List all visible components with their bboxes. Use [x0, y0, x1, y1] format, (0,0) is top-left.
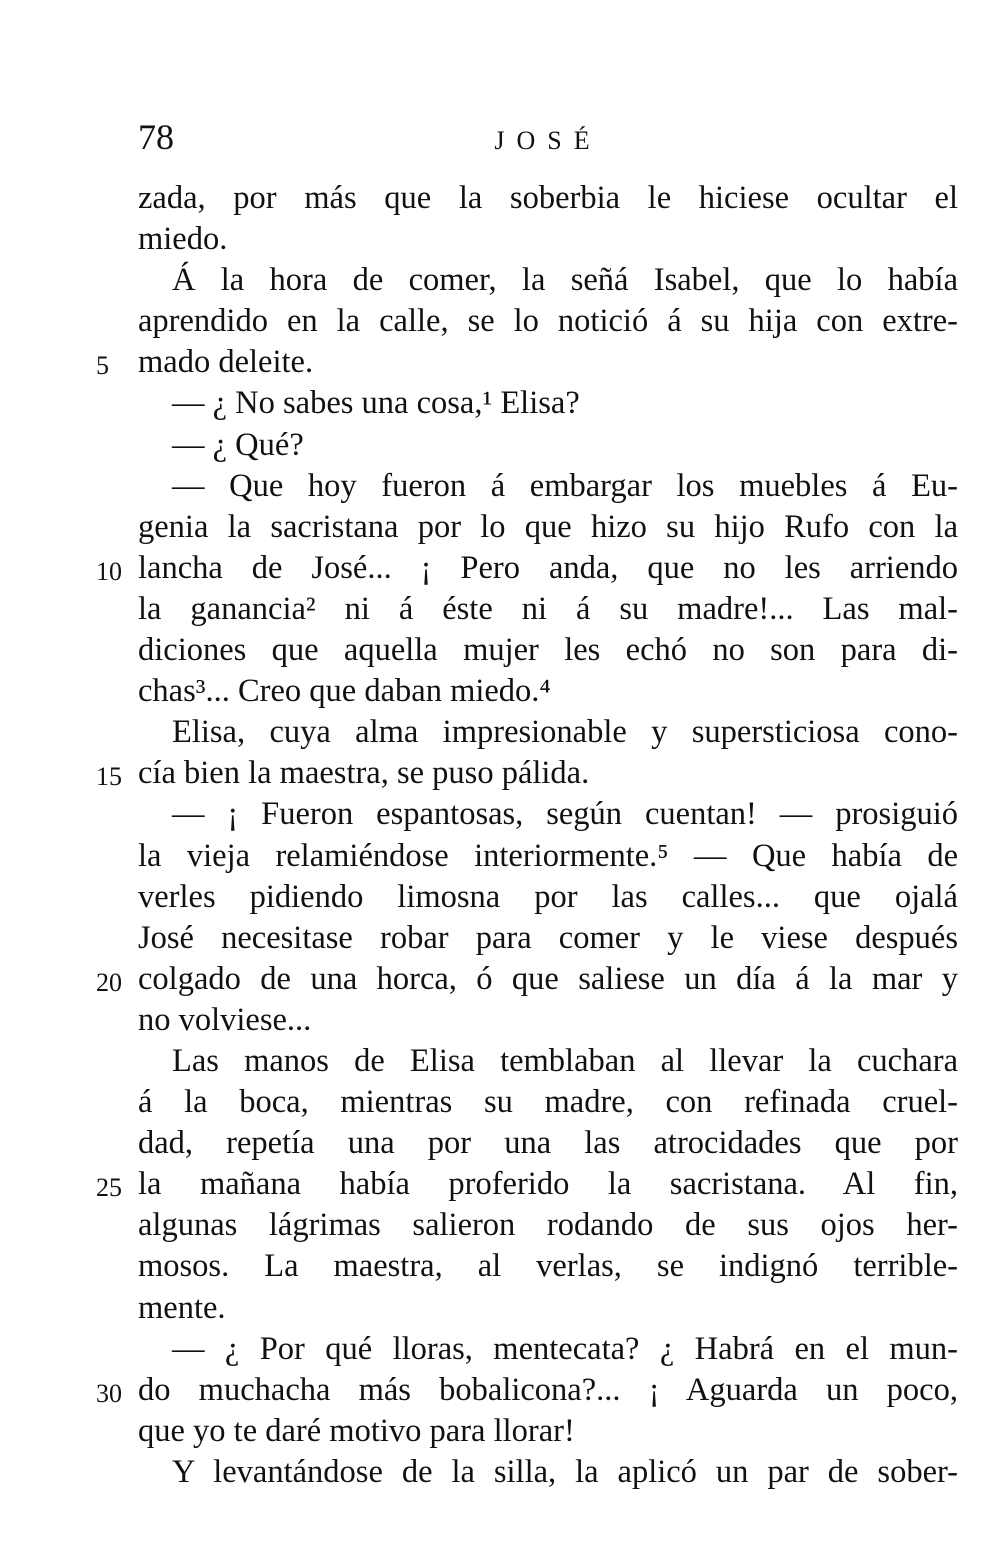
text-line — [0, 1205, 1000, 1246]
text-line — [0, 342, 1000, 383]
text-line — [0, 959, 1000, 1000]
page-number: 78 — [138, 117, 174, 157]
text-line — [0, 1329, 1000, 1370]
text-line — [0, 877, 1000, 918]
line-number: 30 — [96, 1378, 122, 1408]
line-number: 15 — [96, 762, 122, 792]
text-line — [0, 1246, 1000, 1287]
line-text: Y levantándose de la silla, la aplicó un par de sober- — [172, 1453, 958, 1490]
text-line — [0, 219, 1000, 260]
text-line — [0, 1370, 1000, 1411]
line-text: diciones que aquella mujer les echó no son para di- — [138, 632, 958, 669]
page-header — [138, 112, 958, 162]
line-text: que yo te daré motivo para llorar! — [138, 1412, 575, 1449]
text-line — [0, 1288, 1000, 1329]
body-text — [0, 178, 1000, 1493]
line-text: Elisa, cuya alma impresionable y supersticiosa cono- — [172, 714, 958, 751]
line-text: — ¿ No sabes una cosa,¹ Elisa? — [172, 385, 580, 422]
text-line — [0, 753, 1000, 794]
line-text: mado deleite. — [138, 344, 314, 381]
line-text: mente. — [138, 1289, 226, 1326]
line-text: mosos. La maestra, al verlas, se indignó terrible- — [138, 1248, 958, 1285]
line-text: lancha de José... ¡ Pero anda, que no les arriendo — [138, 549, 958, 586]
text-line — [0, 1452, 1000, 1493]
line-number: 10 — [96, 556, 122, 586]
text-line — [0, 712, 1000, 753]
text-line — [0, 836, 1000, 877]
text-line — [0, 178, 1000, 219]
line-text: la vieja relamiéndose interiormente.⁵ — Que había de — [138, 837, 958, 874]
line-text: no volviese... — [138, 1001, 312, 1038]
text-line — [0, 918, 1000, 959]
text-line — [0, 794, 1000, 835]
line-number: 20 — [96, 967, 122, 997]
text-line — [0, 425, 1000, 466]
text-line — [0, 589, 1000, 630]
text-line — [0, 260, 1000, 301]
text-line — [0, 1164, 1000, 1205]
text-line — [0, 1000, 1000, 1041]
line-text: miedo. — [138, 221, 228, 258]
line-text: Las manos de Elisa temblaban al llevar la cuchara — [172, 1042, 958, 1079]
text-line — [0, 671, 1000, 712]
line-text: la mañana había proferido la sacristana. Al fin, — [138, 1166, 958, 1203]
line-text: do muchacha más bobalicona?... ¡ Aguarda un poco, — [138, 1371, 958, 1408]
line-text: Á la hora de comer, la señá Isabel, que lo había — [172, 262, 958, 299]
text-line — [0, 507, 1000, 548]
line-number: 5 — [96, 351, 109, 381]
running-title: JOSÉ — [494, 126, 602, 155]
line-text: — Que hoy fueron á embargar los muebles á Eu- — [172, 467, 958, 504]
text-line — [0, 630, 1000, 671]
line-text: algunas lágrimas salieron rodando de sus ojos her- — [138, 1207, 958, 1244]
line-text: verles pidiendo limosna por las calles... que ojalá — [138, 878, 958, 915]
line-text: — ¿ Por qué lloras, mentecata? ¿ Habrá en el mun- — [172, 1330, 958, 1367]
text-line — [0, 548, 1000, 589]
line-text: aprendido en la calle, se lo notició á su hija con extre- — [138, 303, 958, 340]
line-text: José necesitase robar para comer y le viese después — [138, 919, 958, 956]
text-line — [0, 466, 1000, 507]
line-text: la ganancia² ni á éste ni á su madre!... Las mal- — [138, 590, 958, 627]
line-text: — ¿ Qué? — [172, 426, 304, 463]
text-line — [0, 1411, 1000, 1452]
line-text: dad, repetía una por una las atrocidades que por — [138, 1125, 958, 1162]
line-number: 25 — [96, 1173, 122, 1203]
text-line — [0, 301, 1000, 342]
text-line — [0, 383, 1000, 424]
line-text: chas³... Creo que daban miedo.⁴ — [138, 673, 551, 710]
line-text: — ¡ Fueron espantosas, según cuentan! — prosiguió — [172, 796, 958, 833]
line-text: colgado de una horca, ó que saliese un día á la mar y — [138, 960, 958, 997]
line-text: cía bien la maestra, se puso pálida. — [138, 755, 590, 792]
text-line — [0, 1123, 1000, 1164]
line-text: zada, por más que la soberbia le hiciese ocultar el — [138, 180, 958, 216]
text-line — [0, 1041, 1000, 1082]
text-line — [0, 1082, 1000, 1123]
line-text: genia la sacristana por lo que hizo su hijo Rufo con la — [138, 508, 958, 545]
line-text: á la boca, mientras su madre, con refinada cruel- — [138, 1084, 958, 1121]
